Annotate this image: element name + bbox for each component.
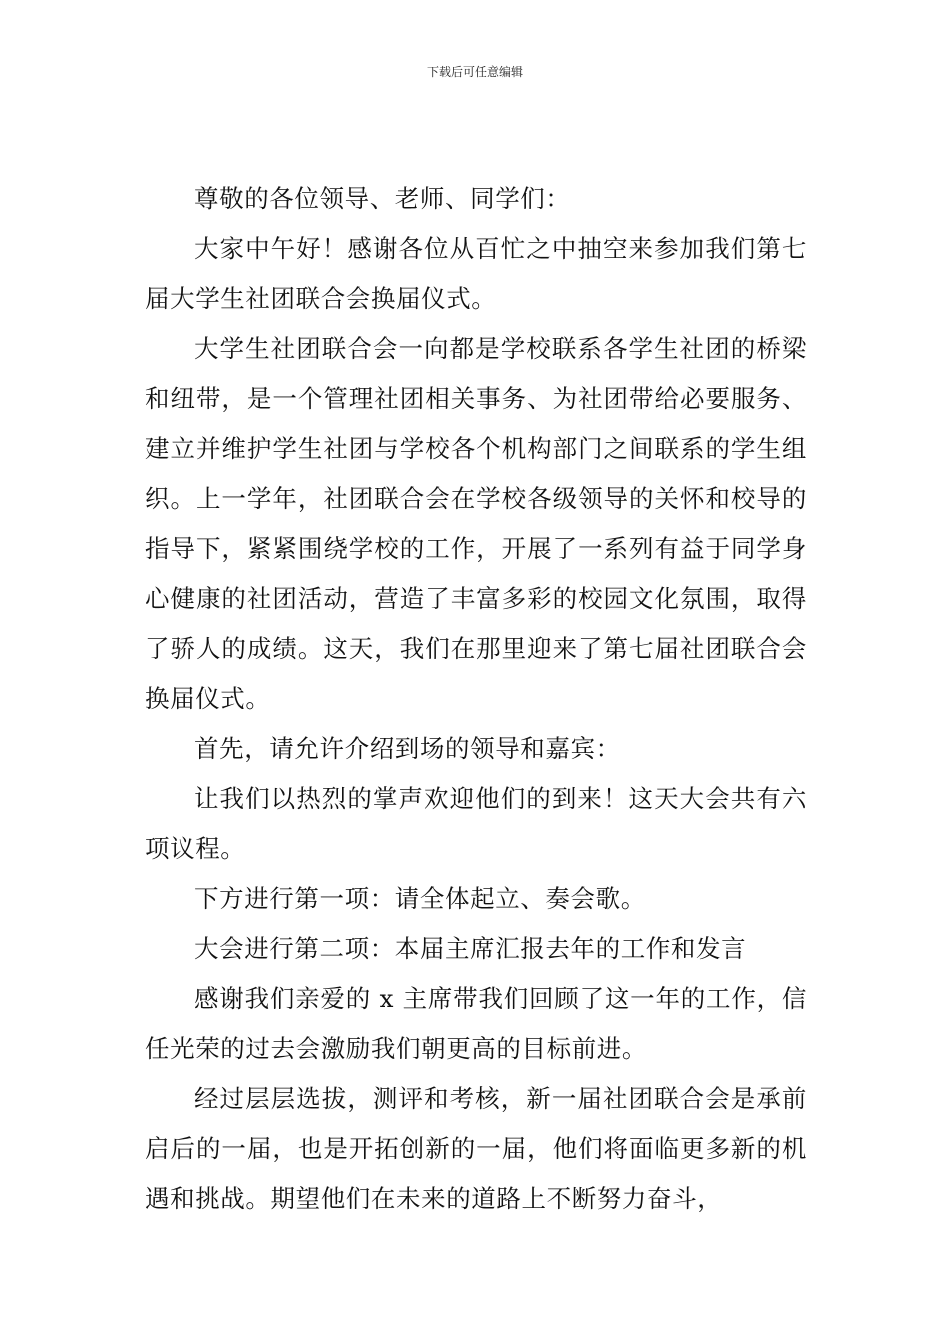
paragraph-welcome: 让我们以热烈的掌声欢迎他们的到来！这天大会共有六项议程。 (145, 784, 807, 863)
paragraph-new-committee: 经过层层选拔，测评和考核，新一届社团联合会是承前启后的一届，也是开拓创新的一届，他们将面临更多新的机遇和挑战。期望他们在未来的道路上不断努力奋斗， (145, 1084, 807, 1213)
paragraph-salutation: 尊敬的各位领导、老师、同学们： (194, 184, 571, 213)
paragraph-guests: 首先，请允许介绍到场的领导和嘉宾： (194, 734, 621, 763)
paragraph-agenda-item-2: 大会进行第二项：本届主席汇报去年的工作和发言 (194, 934, 747, 963)
document-body (145, 174, 807, 1224)
paragraph-greeting: 大家中午好！感谢各位从百忙之中抽空来参加我们第七届大学生社团联合会换届仪式。 (145, 234, 807, 313)
page-header-note: 下载后可任意编辑 (426, 65, 523, 79)
paragraph-thanks: 感谢我们亲爱的 x 主席带我们回顾了这一年的工作，信任光荣的过去会激励我们朝更高的目标前进。 (145, 984, 807, 1063)
paragraph-introduction: 大学生社团联合会一向都是学校联系各学生社团的桥梁和纽带，是一个管理社团相关事务、为社团带给必要服务、建立并维护学生社团与学校各个机构部门之间联系的学生组织。上一学年，社团联合会在学校各级领导的关怀和校导的指导下，紧紧围绕学校的工作，开展了一系列有益于同学身心健康的社团活动，营造了丰富多彩的校园文化氛围，取得了骄人的成绩。这天，我们在那里迎来了第七届社团联合会换届仪式。 (145, 334, 807, 713)
paragraph-agenda-item-1: 下方进行第一项：请全体起立、奏会歌。 (194, 884, 646, 913)
